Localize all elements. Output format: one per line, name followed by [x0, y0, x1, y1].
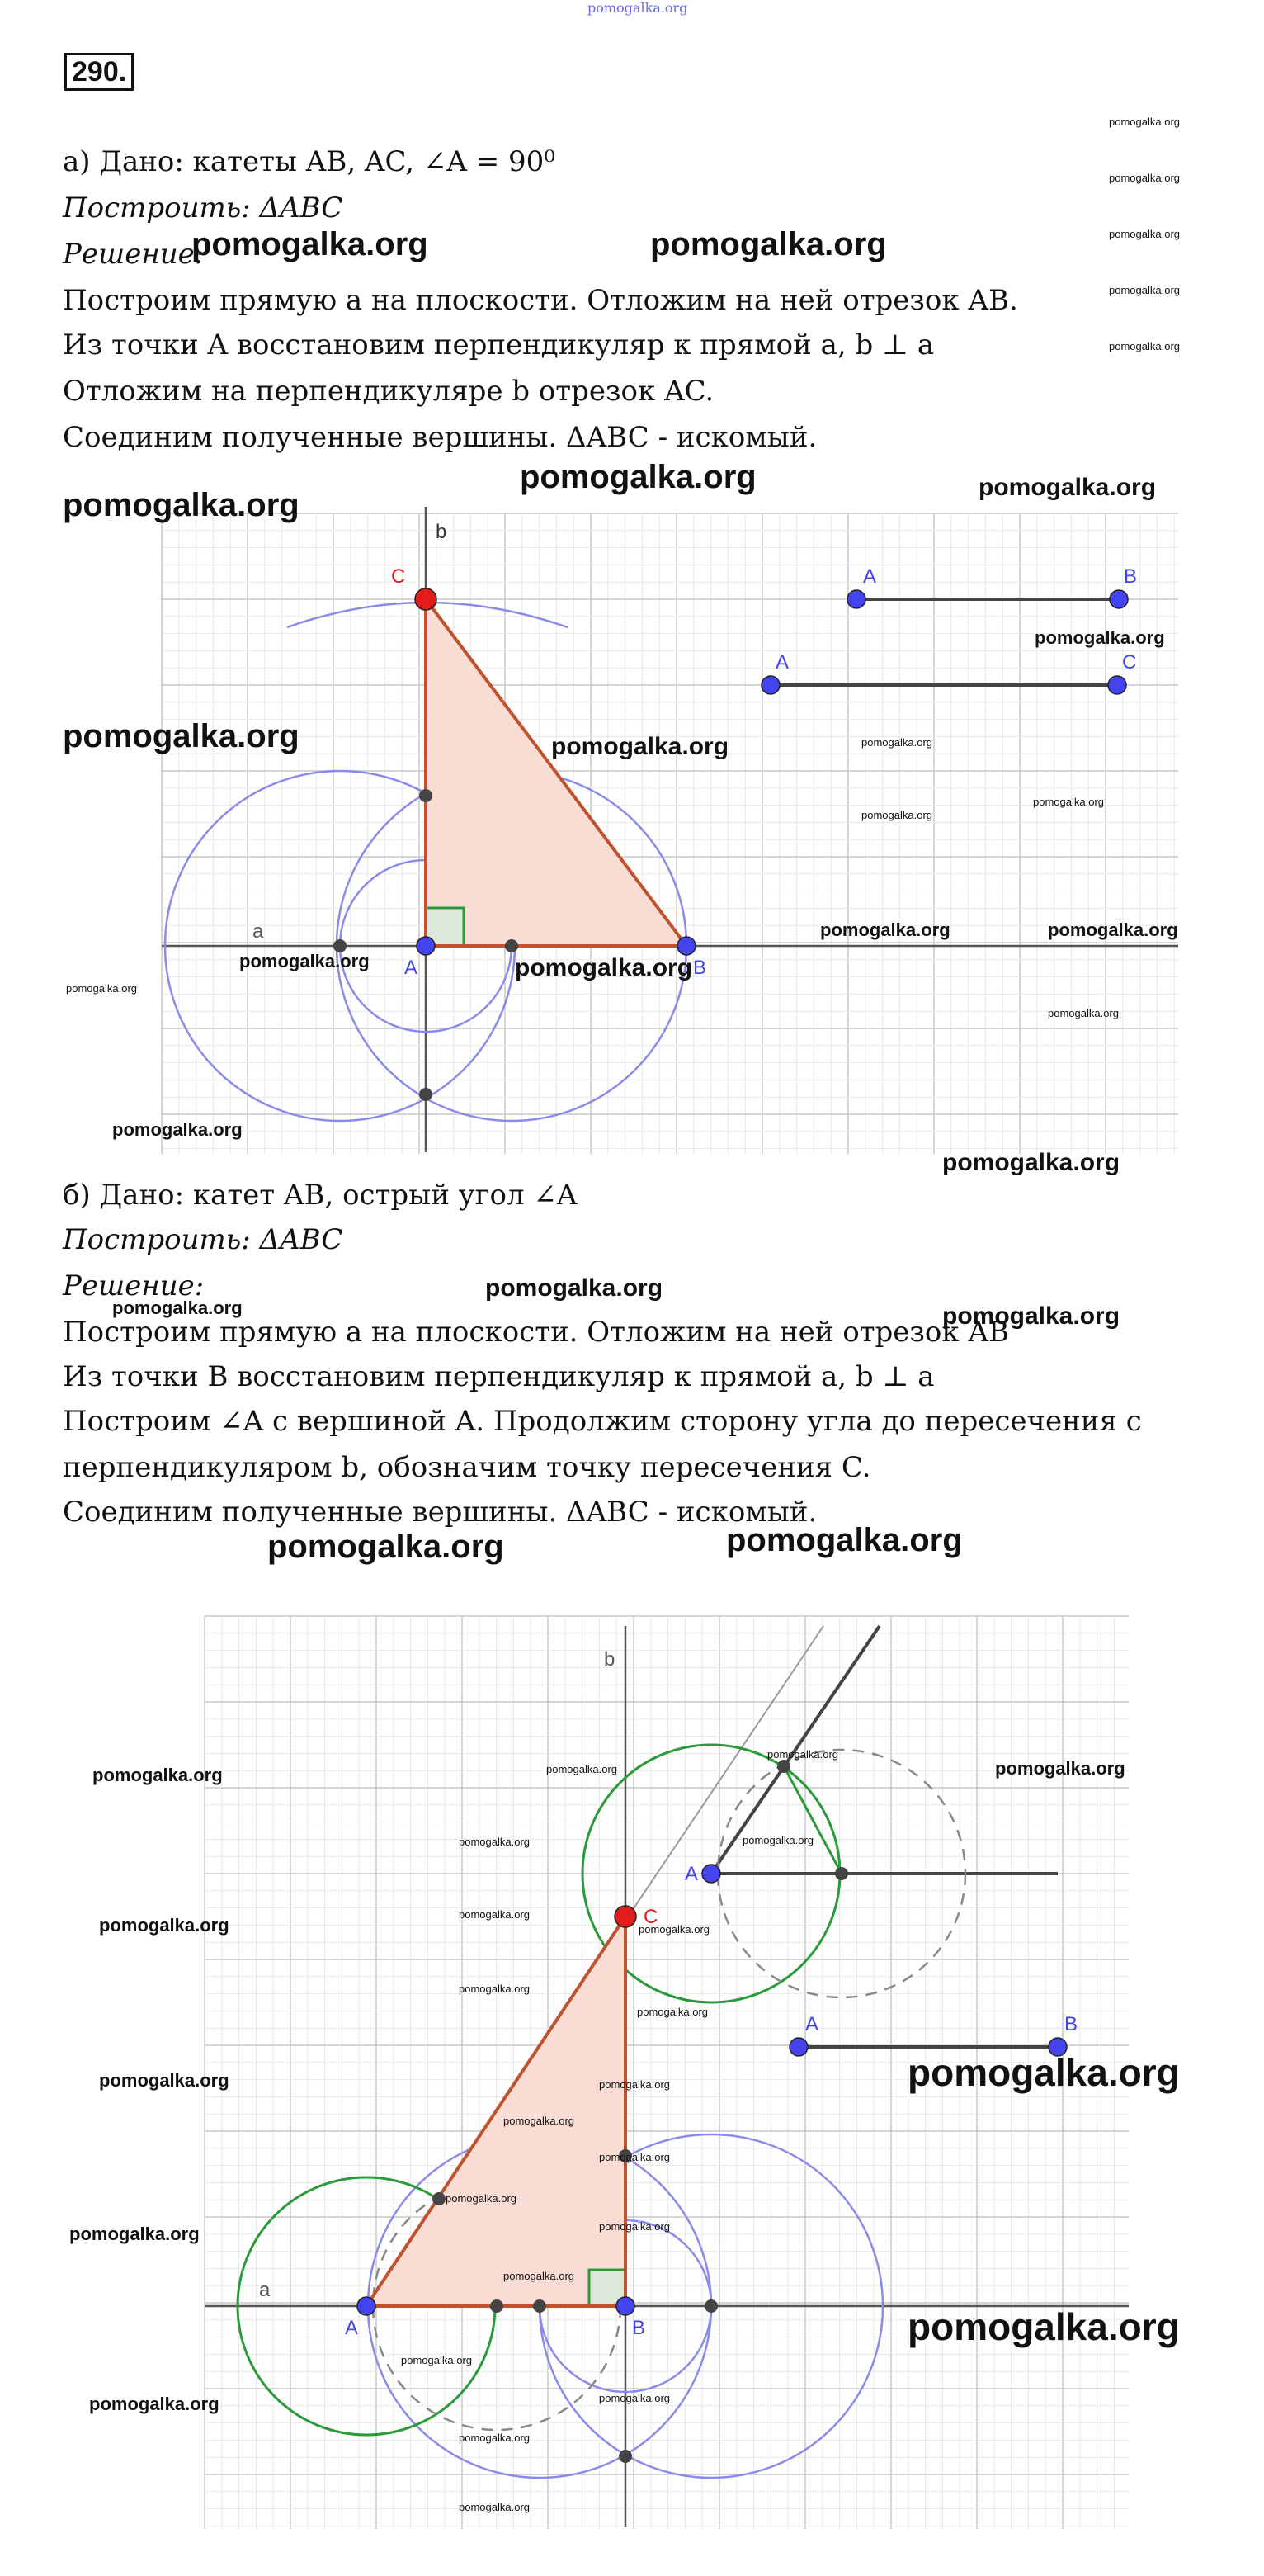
watermark: pomogalka.org	[485, 1274, 663, 1302]
given-label-a: A	[863, 565, 877, 588]
watermark-small: pomogalka.org	[66, 982, 137, 995]
point-c	[615, 1906, 636, 1927]
part-a-step-1: Построим прямую a на плоскости. Отложим на ней отрезок AB.	[63, 284, 1018, 317]
watermark-small: pomogalka.org	[1109, 284, 1180, 296]
watermark: pomogalka.org	[99, 1915, 229, 1936]
aux-point	[490, 2299, 503, 2313]
aux-point	[533, 2299, 546, 2313]
part-a-given: а) Дано: катеты AB, AC, ∠A = 90⁰	[63, 145, 555, 178]
point-b	[616, 2297, 634, 2315]
part-b-step-3: Построим ∠A с вершиной A. Продолжим сторону угла до пересечения с	[63, 1405, 1142, 1438]
watermark-small: pomogalka.org	[503, 2115, 574, 2127]
watermark-small: pomogalka.org	[599, 2151, 670, 2163]
part-a-step-2: Из точки A восстановим перпендикуляр к прямой a, b ⊥ a	[63, 328, 935, 362]
label-line-b: b	[604, 1648, 615, 1671]
watermark: pomogalka.org	[239, 951, 370, 971]
given-label-a: A	[776, 651, 790, 674]
watermark: pomogalka.org	[908, 2305, 1180, 2348]
watermark: pomogalka.org	[551, 733, 729, 760]
watermark: pomogalka.org	[112, 1297, 243, 1318]
watermark: pomogalka.org	[820, 919, 950, 940]
watermark: pomogalka.org	[979, 474, 1157, 501]
part-a-solution-label: Решение:	[63, 238, 205, 271]
watermark-small: pomogalka.org	[637, 2006, 708, 2018]
watermark-small: pomogalka.org	[459, 2501, 530, 2513]
watermark-small: pomogalka.org	[1109, 340, 1180, 352]
watermark-small: pomogalka.org	[1033, 796, 1104, 808]
watermark: pomogalka.org	[520, 459, 757, 495]
watermark-small: pomogalka.org	[599, 2078, 670, 2091]
watermark: pomogalka.org	[1048, 919, 1178, 940]
part-a-step-3: Отложим на перпендикуляре b отрезок AC.	[63, 375, 715, 408]
label-line-a: a	[252, 920, 264, 943]
watermark: pomogalka.org	[942, 1149, 1120, 1176]
given-label-c: C	[1122, 651, 1137, 674]
watermark-small: pomogalka.org	[1109, 228, 1180, 240]
label-b: B	[632, 2317, 646, 2339]
watermark-small: pomogalka.org	[503, 2270, 574, 2282]
given-label-b: B	[1064, 2013, 1078, 2035]
label-c: C	[391, 565, 406, 588]
part-b-step-1: Построим прямую a на плоскости. Отложим на ней отрезок AB	[63, 1316, 1010, 1349]
watermark-small: pomogalka.org	[446, 2192, 516, 2205]
point-a	[357, 2297, 375, 2315]
part-b-step-2: Из точки B восстановим перпендикуляр к прямой a, b ⊥ a	[63, 1360, 935, 1393]
watermark: pomogalka.org	[99, 2070, 229, 2091]
watermark-small: pomogalka.org	[861, 736, 932, 749]
watermark-small: pomogalka.org	[767, 1748, 838, 1761]
watermark: pomogalka.org	[89, 2394, 219, 2414]
watermark-small: pomogalka.org	[1109, 172, 1180, 184]
watermark: pomogalka.org	[726, 1522, 963, 1558]
watermark-small: pomogalka.org	[401, 2354, 472, 2366]
point-angle-vertex	[702, 1865, 720, 1883]
aux-point	[777, 1760, 790, 1773]
watermark-small: pomogalka.org	[459, 1908, 530, 1921]
watermark: pomogalka.org	[112, 1119, 243, 1140]
watermark-small: pomogalka.org	[599, 2220, 670, 2233]
aux-point	[432, 2192, 446, 2205]
label-a: A	[345, 2317, 359, 2339]
watermark: pomogalka.org	[63, 487, 299, 523]
watermark: pomogalka.org	[995, 1758, 1125, 1779]
label-c: C	[644, 1906, 658, 1928]
watermark-small: pomogalka.org	[546, 1763, 617, 1775]
watermark: pomogalka.org	[908, 2051, 1180, 2094]
aux-point	[705, 2299, 718, 2313]
label-line-a: a	[259, 2279, 271, 2301]
watermark: pomogalka.org	[942, 1302, 1120, 1330]
watermark: pomogalka.org	[267, 1529, 504, 1565]
part-b-construct: Построить: ΔABC	[63, 1223, 343, 1256]
label-b: B	[693, 957, 707, 979]
given-point-a	[790, 2038, 808, 2056]
watermark-small: pomogalka.org	[459, 1983, 530, 1995]
watermark-small: pomogalka.org	[1109, 116, 1180, 128]
watermark: pomogalka.org	[191, 226, 428, 262]
watermark-small: pomogalka.org	[459, 2432, 530, 2444]
part-a-step-4: Соединим полученные вершины. ΔABC - искомый.	[63, 421, 818, 454]
given-label-a: A	[805, 2013, 819, 2035]
watermark-small: pomogalka.org	[1048, 1007, 1119, 1019]
top-watermark: pomogalka.org	[587, 0, 688, 16]
aux-point	[835, 1867, 848, 1880]
part-a-construct: Построить: ΔABC	[63, 191, 343, 225]
part-b-solution-label: Решение:	[63, 1269, 205, 1302]
problem-number: 290.	[64, 53, 134, 91]
watermark: pomogalka.org	[63, 718, 299, 754]
watermark: pomogalka.org	[650, 226, 887, 262]
watermark-small: pomogalka.org	[861, 809, 932, 821]
watermark-small: pomogalka.org	[639, 1923, 710, 1936]
watermark: pomogalka.org	[92, 1765, 223, 1785]
watermark: pomogalka.org	[1035, 627, 1165, 648]
watermark: pomogalka.org	[515, 954, 693, 981]
watermark: pomogalka.org	[69, 2224, 200, 2244]
label-line-b: b	[436, 521, 447, 543]
aux-point	[619, 2450, 632, 2463]
watermark-small: pomogalka.org	[743, 1834, 814, 1846]
given-label-b: B	[1124, 565, 1138, 588]
green-chord	[784, 1766, 842, 1874]
label-angle-vertex: A	[685, 1863, 699, 1885]
watermark-small: pomogalka.org	[599, 2392, 670, 2404]
label-a: A	[404, 957, 418, 979]
part-b-step-4: перпендикуляром b, обозначим точку пересечения C.	[63, 1451, 871, 1484]
part-b-given: б) Дано: катет AB, острый угол ∠A	[63, 1179, 578, 1212]
part-b-step-5: Соединим полученные вершины. ΔABC - искомый.	[63, 1496, 818, 1529]
watermark-small: pomogalka.org	[459, 1836, 530, 1848]
